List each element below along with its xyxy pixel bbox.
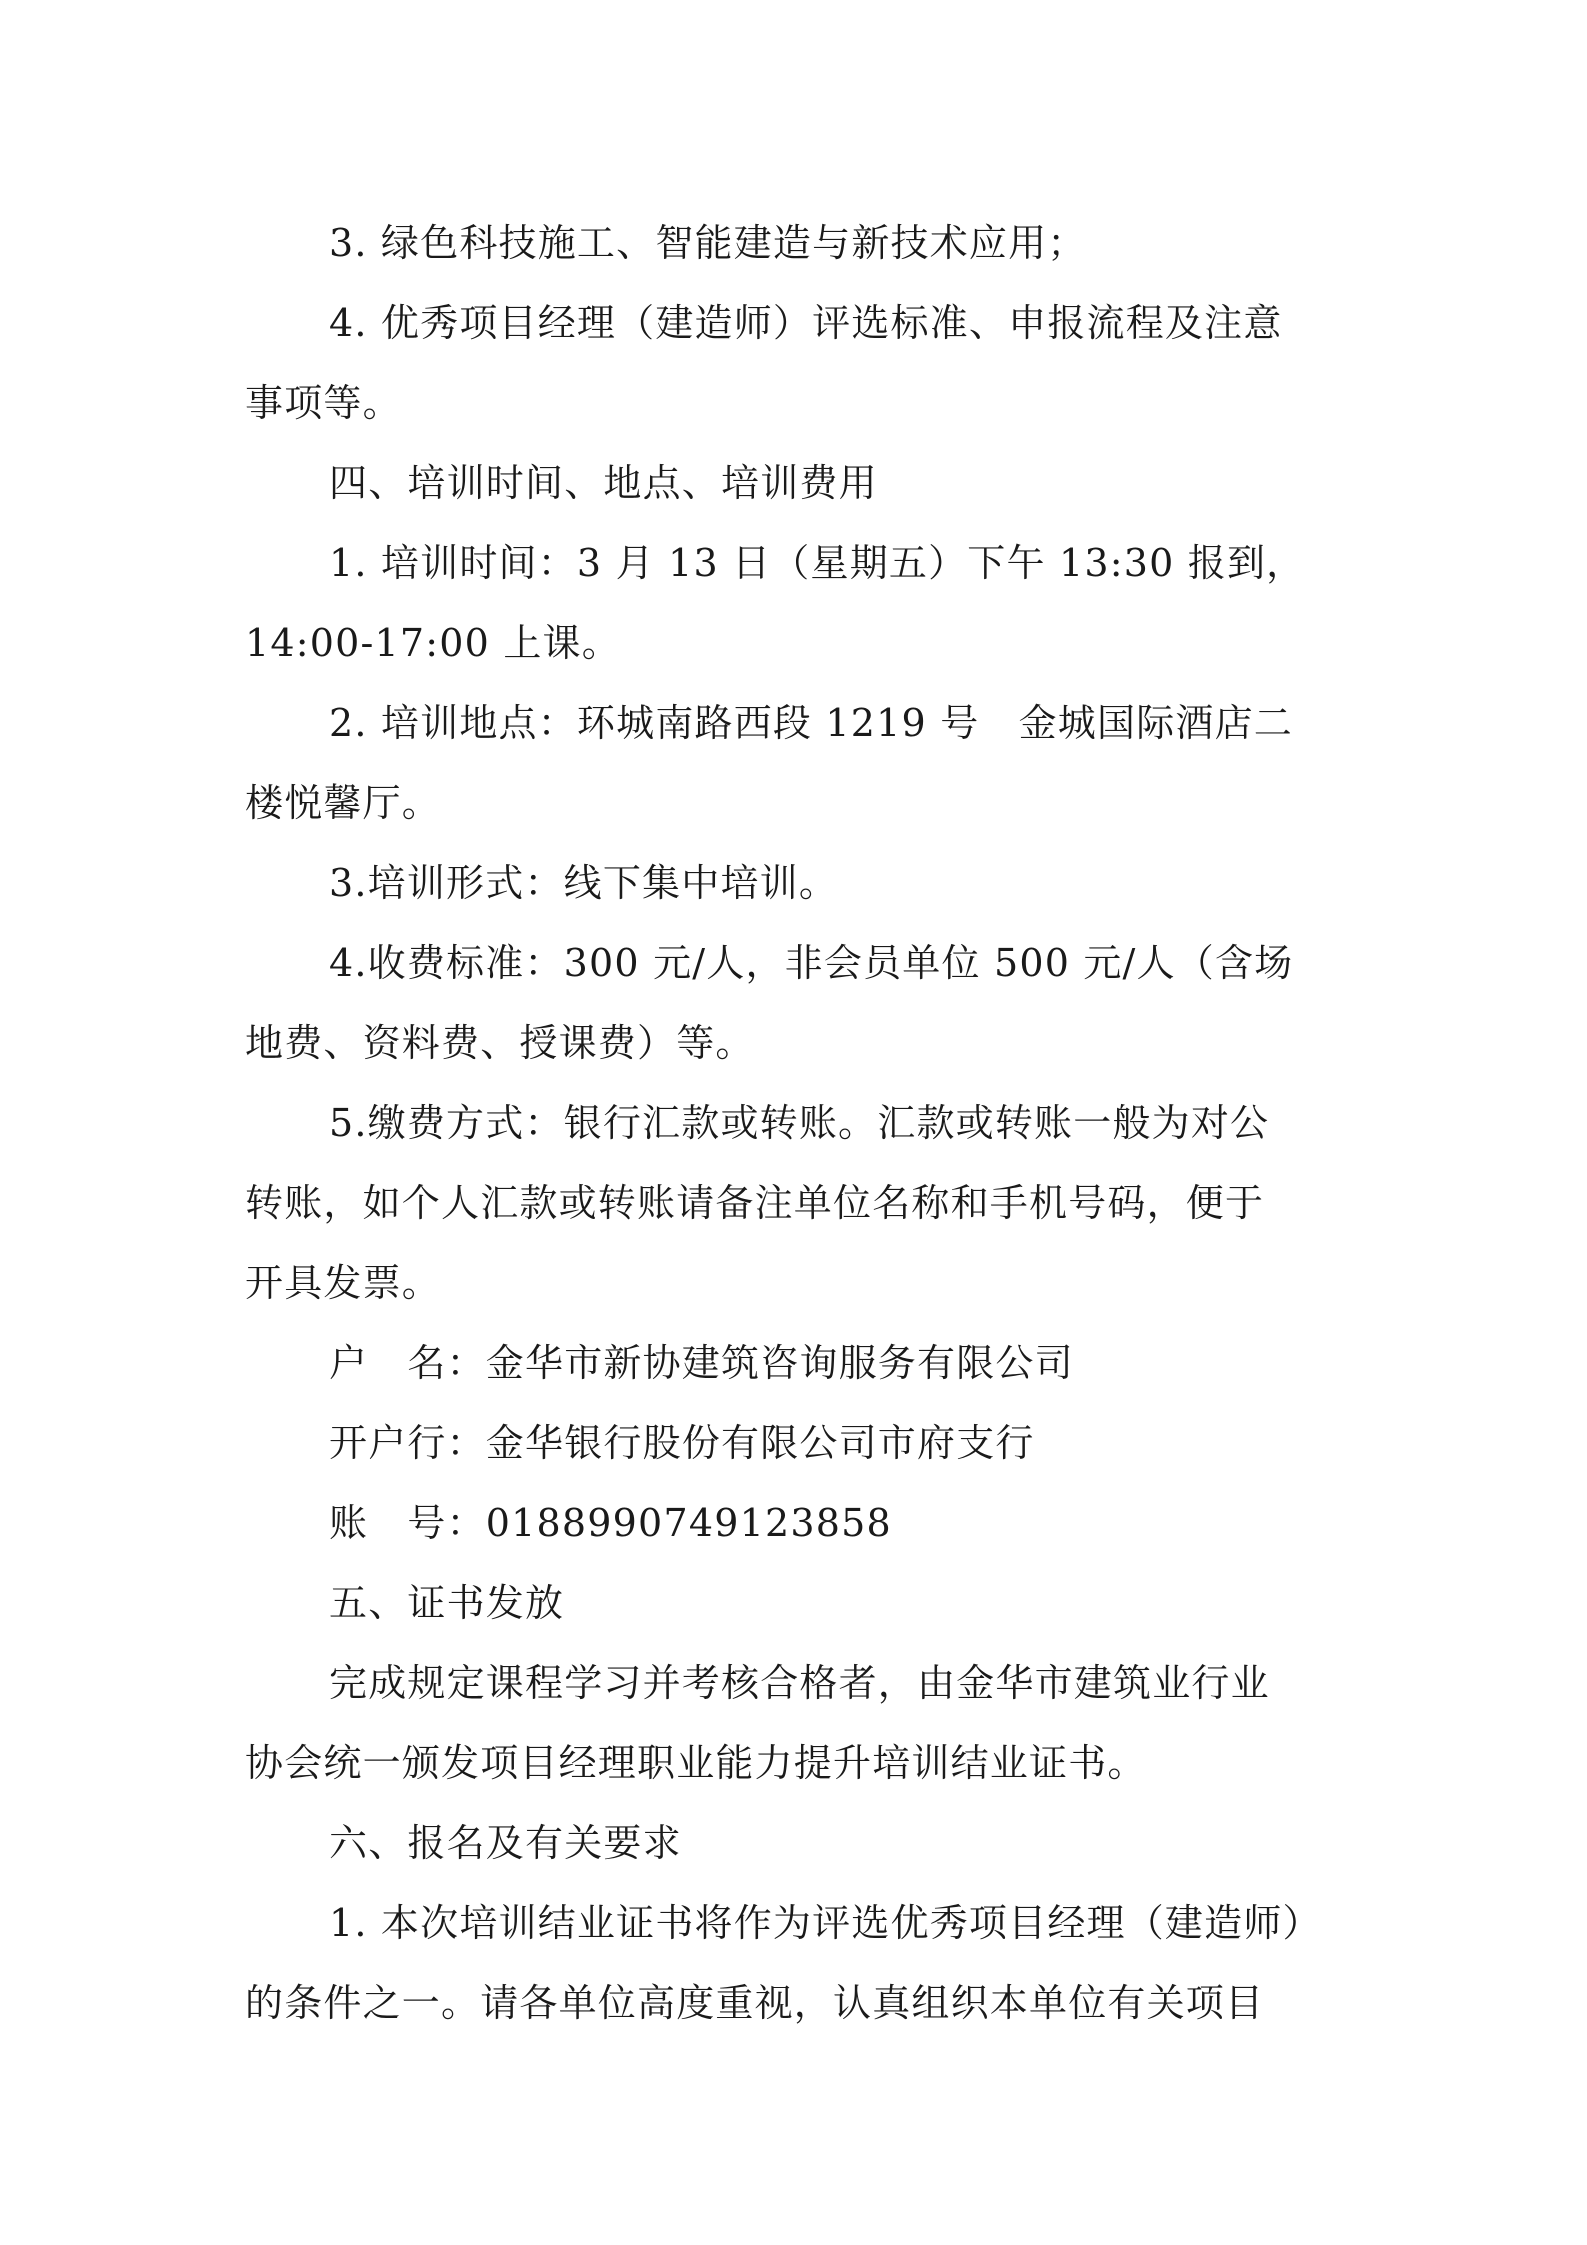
text-line: 的条件之一。请各单位高度重视，认真组织本单位有关项目 xyxy=(245,1981,1265,2025)
account-number-line: 账 号：0188990749123858 xyxy=(329,1501,892,1545)
section-heading: 四、培训时间、地点、培训费用 xyxy=(329,461,878,505)
text-line: 2. 培训地点：环城南路西段 1219 号 金城国际酒店二 xyxy=(329,701,1294,745)
text-line: 事项等。 xyxy=(245,381,402,425)
text-line: 地费、资料费、授课费）等。 xyxy=(245,1021,755,1065)
text-line: 4.收费标准：300 元/人，非会员单位 500 元/人（含场 xyxy=(329,941,1294,985)
text-line: 转账，如个人汇款或转账请备注单位名称和手机号码，便于 xyxy=(245,1181,1265,1225)
text-line: 3. 绿色科技施工、智能建造与新技术应用； xyxy=(329,221,1087,265)
text-line: 1. 本次培训结业证书将作为评选优秀项目经理（建造师） xyxy=(329,1901,1322,1945)
account-name-line: 户 名：金华市新协建筑咨询服务有限公司 xyxy=(329,1341,1074,1385)
section-heading: 六、报名及有关要求 xyxy=(329,1821,682,1865)
bank-line: 开户行：金华银行股份有限公司市府支行 xyxy=(329,1421,1035,1465)
text-line: 1. 培训时间：3 月 13 日（星期五）下午 13:30 报到， xyxy=(329,541,1306,585)
text-line: 协会统一颁发项目经理职业能力提升培训结业证书。 xyxy=(245,1741,1147,1785)
text-line: 5.缴费方式：银行汇款或转账。汇款或转账一般为对公 xyxy=(329,1101,1270,1145)
text-line: 完成规定课程学习并考核合格者，由金华市建筑业行业 xyxy=(329,1661,1270,1705)
text-line: 3.培训形式：线下集中培训。 xyxy=(329,861,839,905)
text-line: 14:00-17:00 上课。 xyxy=(245,621,621,665)
text-line: 开具发票。 xyxy=(245,1261,442,1305)
section-heading: 五、证书发放 xyxy=(329,1581,565,1625)
text-line: 楼悦馨厅。 xyxy=(245,781,442,825)
text-line: 4. 优秀项目经理（建造师）评选标准、申报流程及注意 xyxy=(329,301,1283,345)
